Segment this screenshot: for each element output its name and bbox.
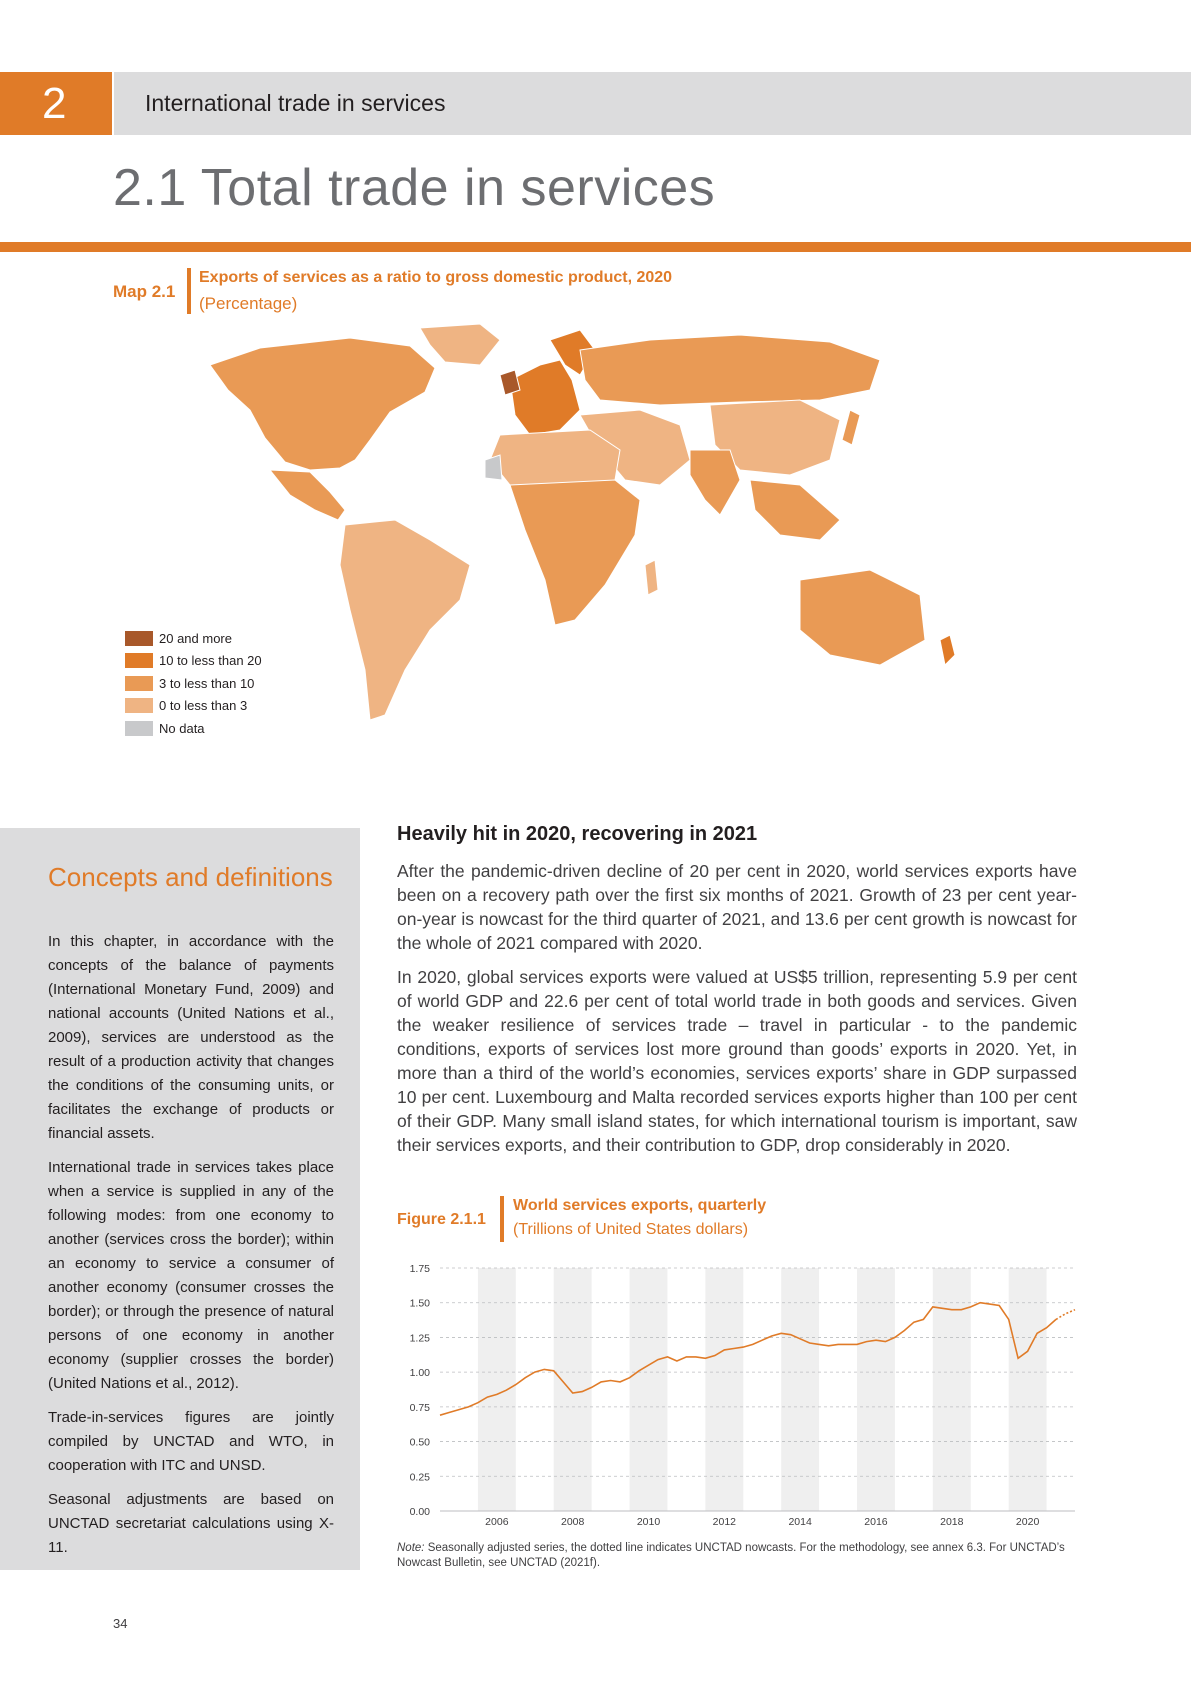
year-band [857,1268,895,1511]
body-heading: Heavily hit in 2020, recovering in 2021 [397,823,758,845]
year-band [630,1268,668,1511]
map-label: Map 2.1 [113,282,176,301]
sidebar-paragraph: International trade in services takes place when a service is supplied in any of the following modes: from one economy to another (services cross the border); within an economy to service a consumer of another economy (consumer crosses the border); or through the presence of natural persons of one economy in another economy (supplier crosses the border) (United Nations et al., 2012). [48,1159,334,1392]
body-paragraph: After the pandemic-driven decline of 20 per cent in 2020, world services exports have been on a recovery path over the first six months of 2021. Growth of 23 per cent year-on-year is nowcast for the third quarter of 2021, and 13.6 per cent growth is nowcast for the whole of 2021 compared with 2020. [397,861,1077,953]
x-tick-label: 2018 [940,1516,964,1528]
y-tick-label: 0.00 [409,1506,430,1518]
services-exports-chart [395,1256,1085,1541]
y-tick-label: 1.25 [409,1332,430,1345]
chapter-title: International trade in services [145,90,446,116]
x-tick-label: 2014 [788,1516,812,1528]
legend-swatch [125,721,153,736]
map-subtitle: (Percentage) [199,294,298,313]
x-tick-label: 2020 [1015,1516,1040,1528]
sidebar-text [48,930,334,1570]
legend-item [125,717,262,740]
body-paragraph: In 2020, global services exports were valued at US$5 trillion, representing 5.9 per cent of world GDP and 22.6 per cent of total world trade in both goods and services. Given the weaker resilience of services trade – travel in particular - to the pandemic conditions, exports of services lost more ground than goods’ exports in 2020. Yet, in more than a third of the world’s economies, services exports’ share in GDP surpassed 10 per cent. Luxembourg and Malta recorded services exports higher than 100 per cent of their GDP. Many small island states, for which international tourism is important, saw their services exports, and their contribution to GDP, drop considerably in 2020. [397,967,1077,1155]
legend-label: 3 to less than 10 [159,675,255,691]
legend-item [125,695,262,718]
chapter-number-box [0,72,112,135]
legend-label: No data [159,720,205,736]
legend-swatch [125,676,153,691]
map-region-central-america [270,470,345,520]
legend-item [125,672,262,695]
y-tick-label: 0.75 [409,1401,430,1414]
sidebar-paragraph: In this chapter, in accordance with the concepts of the balance of payments (International Monetary Fund, 2009) and national accounts (United Nations et al., 2009), services are understood as the result of a production activity that changes the conditions of the consuming units, or facilitates the exchange of products or financial assets. [48,933,334,1142]
x-tick-label: 2010 [636,1516,661,1528]
map-title: Exports of services as a ratio to gross domestic product, 2020 [199,269,673,286]
map-region-japan [842,410,860,445]
note-prefix: Note: [397,1542,425,1554]
figure-caption-bar [500,1196,504,1242]
chart-svg [395,1256,1085,1541]
y-tick-label: 0.50 [409,1436,430,1449]
year-band [478,1268,516,1511]
legend-swatch [125,653,153,668]
legend-label: 0 to less than 3 [159,698,248,714]
legend-swatch [125,698,153,713]
sidebar-paragraph: Trade-in-services figures are jointly compiled by UNCTAD and WTO, in cooperation with ITC and UNSD. [48,1409,334,1474]
map-region-madagascar [645,560,658,595]
year-band [705,1268,743,1511]
year-band [1009,1268,1047,1511]
map-region-sub-saharan-africa [510,480,640,625]
y-tick-label: 1.00 [409,1367,430,1380]
map-region-west-sahara [485,455,502,480]
map-region-russia [580,335,880,405]
map-region-australia [800,570,925,665]
figure-title: World services exports, quarterly [513,1197,767,1214]
map-region-greenland [420,324,500,365]
section-divider [0,242,1191,252]
legend-item [125,627,262,650]
x-tick-label: 2012 [712,1516,737,1528]
sidebar-paragraph: Seasonal adjustments are based on UNCTAD secretariat calculations using X-11. [48,1491,334,1556]
world-map [180,320,1080,740]
x-tick-label: 2016 [864,1516,888,1528]
map-region-uk-ireland [500,370,520,395]
map-region-south-asia [690,450,740,515]
sidebar-heading: Concepts and definitions [48,862,333,892]
y-tick-label: 1.50 [409,1297,430,1310]
legend-item [125,650,262,673]
y-tick-label: 1.75 [409,1263,430,1275]
map-region-new-zealand [940,635,955,665]
map-region-southeast-asia [750,480,840,540]
figure-label: Figure 2.1.1 [397,1211,486,1228]
map-caption-bar [187,268,191,314]
map-region-north-america [210,338,435,470]
year-band [933,1268,971,1511]
map-legend [125,627,262,740]
nowcast-line [1056,1310,1075,1320]
legend-label: 20 and more [159,630,232,646]
note-text: Seasonally adjusted series, the dotted line indicates UNCTAD nowcasts. For the methodology, see annex 6.3. For UNCTAD’s Nowcast Bulletin, see UNCTAD (2021f). [397,1542,1065,1569]
x-tick-label: 2008 [561,1516,585,1528]
map-region-western-europe [510,360,580,435]
y-tick-label: 0.25 [409,1471,430,1484]
figure-note [397,1541,1077,1571]
section-title: 2.1 Total trade in services [113,159,716,217]
legend-swatch [125,631,153,646]
map-region-south-america [340,520,470,720]
world-map-svg [180,320,1080,740]
figure-subtitle: (Trillions of United States dollars) [513,1221,749,1238]
page-number: 34 [113,1616,128,1631]
year-band [781,1268,819,1511]
chapter-number: 2 [42,79,67,128]
legend-label: 10 to less than 20 [159,653,262,669]
x-tick-label: 2006 [485,1516,509,1528]
body-text [397,859,1077,1167]
